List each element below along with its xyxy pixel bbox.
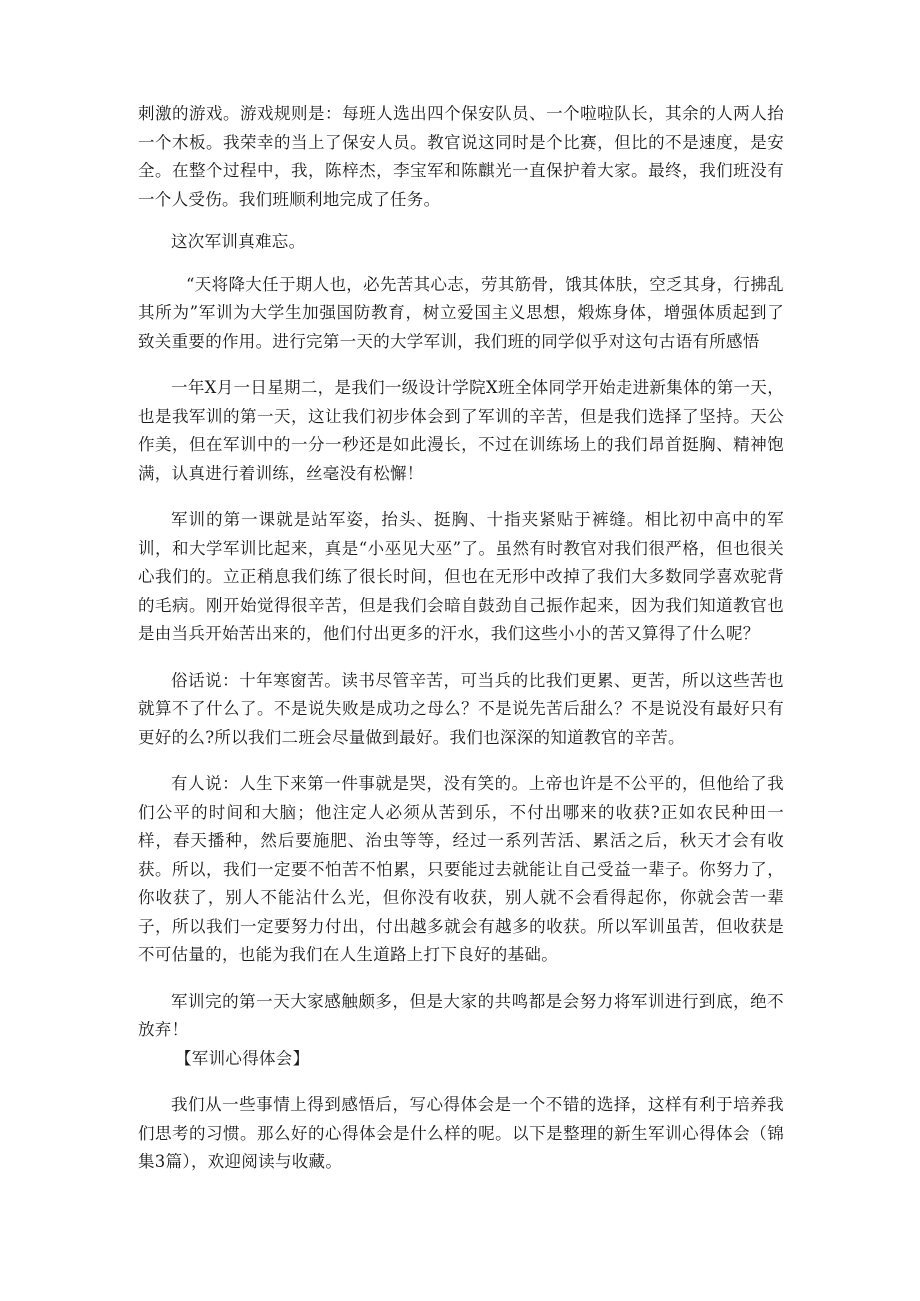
paragraph-first-day: 一年X月一日星期二，是我们一级设计学院X班全体同学开始走进新集体的第一天，也是我军训的第一天，这让我们初步体会到了军训的辛苦，但是我们选择了坚持。天公作美，但在军训中的一分一秒还是如此漫长，不过在训练场上的我们昂首挺胸、精神饱满，认真进行着训练，丝毫没有松懈！ (138, 378, 784, 483)
paragraph-life-lesson: 有人说：人生下来第一件事就是哭，没有笑的。上帝也许是不公平的，但他给了我们公平的时间和大脑；他注定人必须从苦到乐，不付出哪来的收获?正如农民种田一样，春天播种，然后要施肥、治虫等等，经过一系列苦活、累活之后，秋天才会有收获。所以，我们一定要不怕苦不怕累，只要能过去就能让自己受益一辈子。你努力了，你收获了，别人不能沾什么光，但你没有收获，别人就不会看得起你，你就会苦一辈子，所以我们一定要努力付出，付出越多就会有越多的收获。所以军训虽苦，但收获是不可估量的，也能为我们在人生道路上打下良好的基础。 (138, 774, 784, 964)
paragraph-unforgettable: 这次军训真难忘。 (171, 232, 306, 251)
paragraph-intro: 我们从一些事情上得到感悟后，写心得体会是一个不错的选择，这样有利于培养我们思考的习惯。那么好的心得体会是什么样的呢。以下是整理的新生军训心得体会（锦集3篇），欢迎阅读与收藏。 (138, 1095, 784, 1171)
document-page (138, 100, 784, 1177)
section-heading: 【军训心得体会】 (175, 1048, 310, 1068)
paragraph-classical-quote: “天将降大任于期人也，必先苦其心志，劳其筋骨，饿其体肤，空乏其身，行拂乱其所为”军训为大学生加强国防教育，树立爱国主义思想，煅炼身体，增强体质起到了致关重要的作用。进行完第一天的大学军训，我们班的同学似乎对这句古语有所感悟 (138, 274, 784, 351)
paragraph-conclusion: 军训完的第一天大家感触颇多，但是大家的共鸣都是会努力将军训进行到底，绝不放弃！ (138, 991, 784, 1039)
paragraph-proverb: 俗话说：十年寒窗苦。读书尽管辛苦，可当兵的比我们更累、更苦，所以这些苦也就算不了什么了。不是说失败是成功之母么？不是说先苦后甜么？不是说没有最好只有更好的么?所以我们二班会尽量做到最好。我们也深深的知道教官的辛苦。 (138, 670, 784, 747)
paragraph-game-rules: 刺激的游戏。游戏规则是：每班人选出四个保安队员、一个啦啦队长，其余的人两人抬一个木板。我荣幸的当上了保安人员。教官说这同时是个比赛，但比的不是速度，是安全。在整个过程中，我，陈梓杰，李宝军和陈麒光一直保护着大家。最终，我们班没有一个人受伤。我们班顺利地完成了任务。 (138, 104, 784, 209)
paragraph-first-lesson: 军训的第一课就是站军姿，抬头、挺胸、十指夹紧贴于裤缝。相比初中高中的军训，和大学军训比起来，真是“小巫见大巫”了。虽然有时教官对我们很严格，但也很关心我们的。立正稍息我们练了很长时间，但也在无形中改掉了我们大多数同学喜欢驼背的毛病。刚开始觉得很辛苦，但是我们会暗自鼓劲自己振作起来，因为我们知道教官也是由当兵开始苦出来的，他们付出更多的汗水，我们这些小小的苦又算得了什么呢？ (138, 510, 784, 643)
